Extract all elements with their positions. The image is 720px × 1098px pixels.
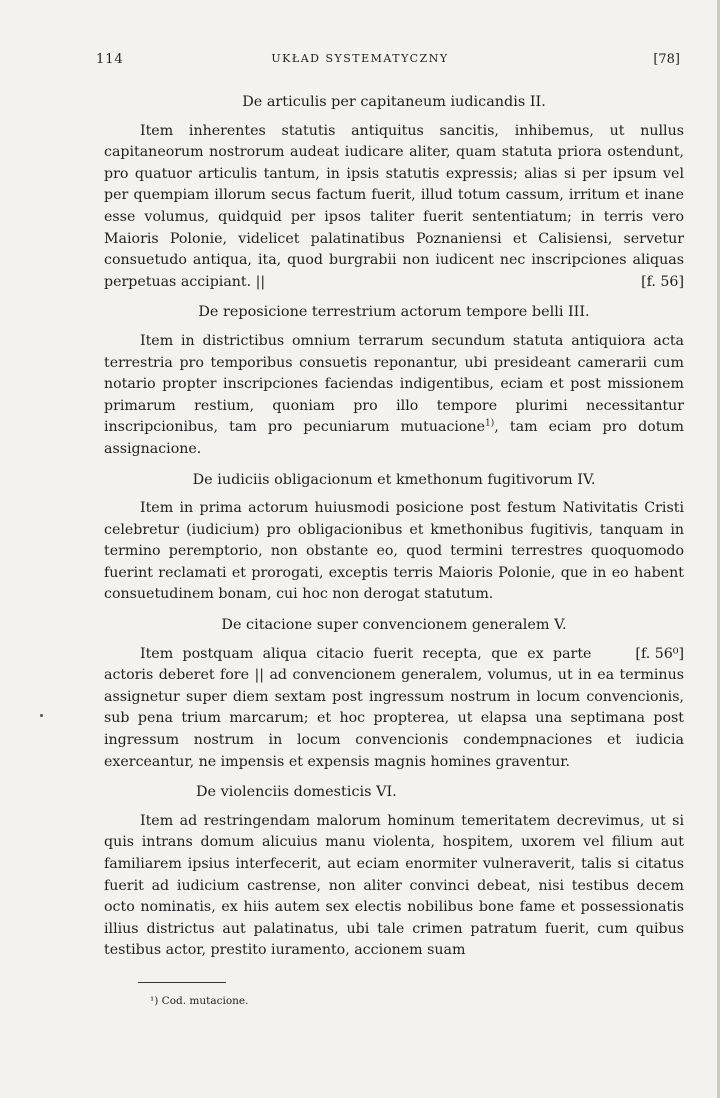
page-number: 114 xyxy=(96,52,124,67)
body-text xyxy=(104,92,684,962)
paragraph xyxy=(104,331,684,461)
paragraph xyxy=(104,121,684,294)
section-heading: De articulis per capitaneum iudicandis II. xyxy=(242,94,546,110)
paragraph xyxy=(104,811,684,962)
footnote xyxy=(150,995,248,1007)
section-heading: De iudiciis obligacionum et kmethonum fugitivorum IV. xyxy=(192,471,596,488)
paragraph-text: Item postquam aliqua citacio fuerit recepta, que ex parte actoris deberet fore || ad convencionem generalem, volumus, ut in ea terminus assignetur super diem sextam post ingressum nostrum in locum convencionis, sub pena trium marcarum; et hoc propterea, ut elapsa una septimana post ingressum nostrum in locum convencionis condempnaciones et iudicia exerceantur, ne impensis et expensis magnis homines graventur. xyxy=(104,645,684,770)
footnote-divider xyxy=(138,982,226,983)
paragraph-text: Item in prima actorum huiusmodi posicione post festum Nativitatis Cristi celebretur (iudicium) pro obligacionibus et kmethonibus fugitivis, tanquam in termino peremptorio, non obstante eo, quod termini terrestres quoquomodo fuerint reclamati et prorogati, exceptis terris Maioris Polonie, que in eo habent consuetudinem bonam, cui hoc non derogat statutum. xyxy=(104,500,684,603)
footnote-ref: 1) xyxy=(485,418,495,429)
footnote-marker: ¹) xyxy=(150,995,159,1007)
running-header xyxy=(0,52,720,72)
running-title: UKŁAD SYSTEMATYCZNY xyxy=(271,52,449,65)
paragraph-text: Item in districtibus omnium terrarum secundum statuta antiquiora acta terrestria pro temporibus consuetis reponantur, ubi presideant camerarii cum notario propter inscripciones faciendas indigentibus, eciam et post missionem primarum restium, quoniam pro illo tempore plurimi necessitantur inscripcionibus, tam pro pecuniarum mutuacione xyxy=(104,332,684,436)
paragraph xyxy=(104,644,684,774)
folio-ref: [f. 56⁰] xyxy=(635,645,684,662)
section-heading: De violenciis domesticis VI. xyxy=(196,784,397,801)
paragraph xyxy=(104,498,684,606)
section-ref: [78] xyxy=(653,52,680,67)
paragraph-text: Item ad restringendam malorum hominum temeritatem decrevimus, ut si quis intrans domum alicuius manu violenta, hospitem, uxorem vel filium aut familiarem ipsius interfecerit, aut eciam enormiter vulneraverit, talis si citatus fuerit ad iudicium castrense, non aliter convinci debeat, nisi testibus decem octo nominatis, ex hiis autem sex electis nobilibus bone fame et possessionatis illius districtus aut palatinatus, ubi tale crimen patratum fuerit, cum quibus testibus actor, prestito iuramento, accionem suam xyxy=(104,812,684,959)
paragraph-text: , tam eciam pro dotum assignacione. xyxy=(104,419,684,457)
footnote-text: Cod. mutacione. xyxy=(161,995,249,1007)
section-heading: De reposicione terrestrium actorum tempore belli III. xyxy=(198,304,590,321)
folio-ref: [f. 56] xyxy=(641,273,684,290)
paragraph-text: Item inherentes statutis antiquitus sancitis, inhibemus, ut nullus capitaneorum nostrorum audeat iudicare aliter, quam statuta priora ostendunt, pro quatuor articulis tantum, in ipsis statutis expressis; alias si per ipsum vel per quempiam illorum secus factum fuerit, illud totum cassum, irritum et inane esse volumus, quidquid per ipsos taliter fuerit sententiatum; in terris vero Maioris Polonie, videlicet palatinatibus Poznaniensi et Calisiensi, servetur consuetudo antiqua, ita, quod burgrabii non iudicent nec inscripciones aliquas perpetuas accipiant. || xyxy=(104,122,684,290)
section-heading: De citacione super convencionem generalem V. xyxy=(221,617,567,634)
print-speck xyxy=(40,714,43,717)
